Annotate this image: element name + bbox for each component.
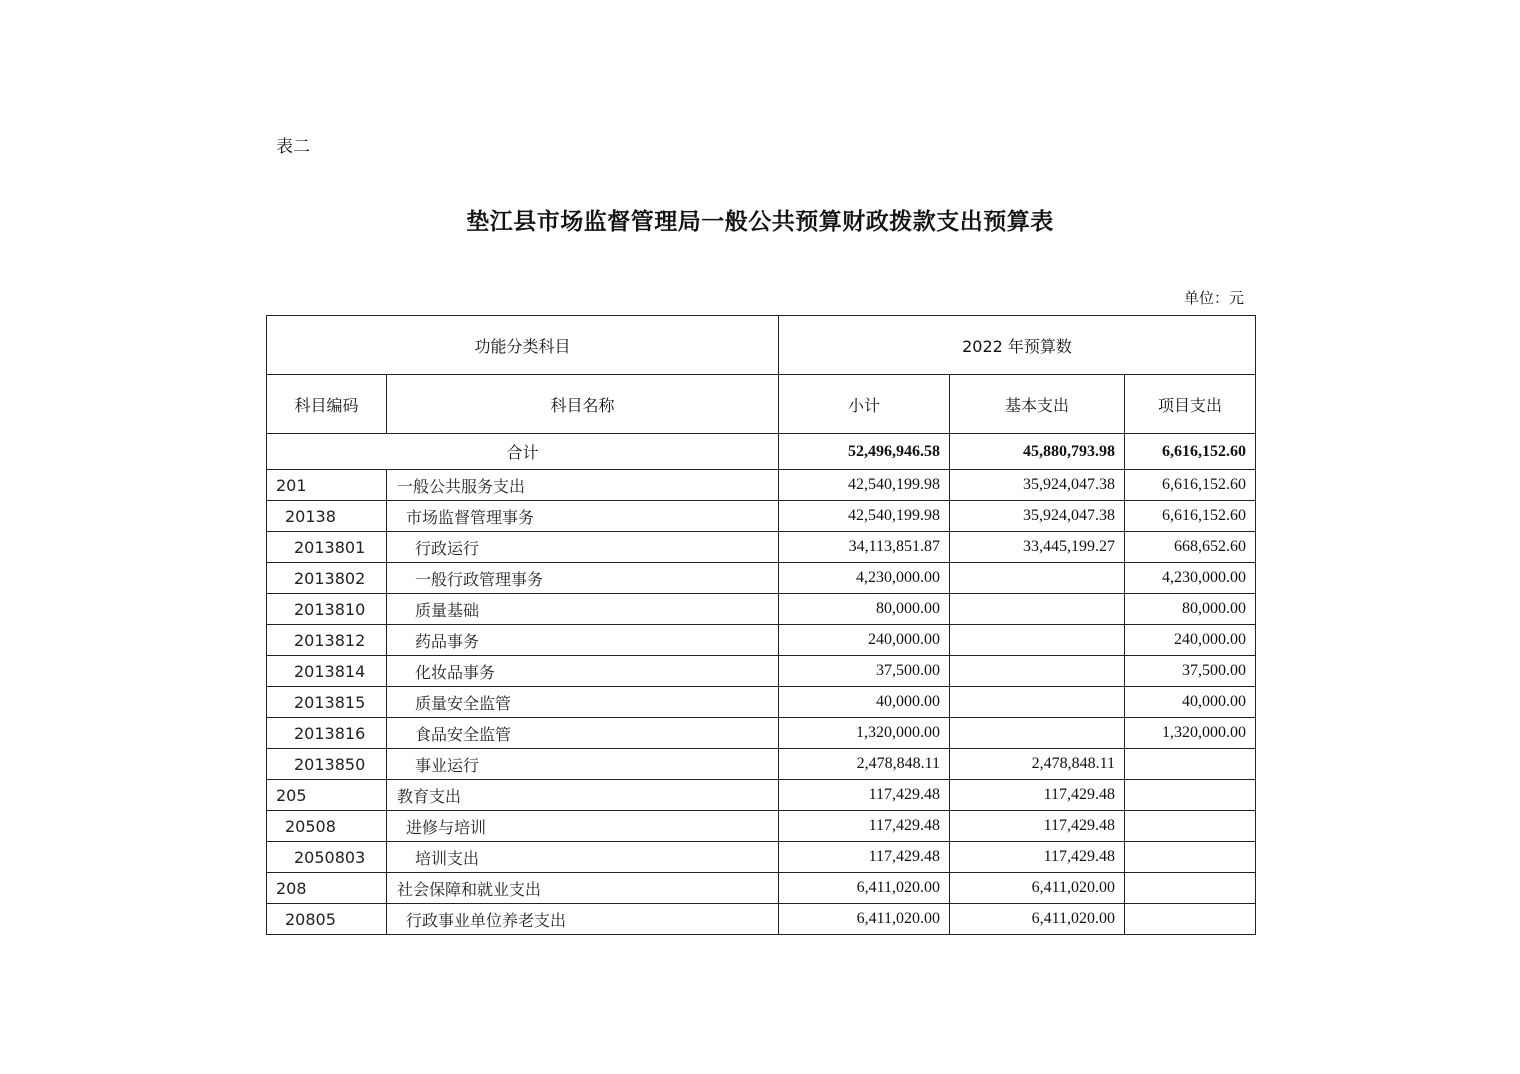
row-name: 培训支出: [387, 842, 779, 873]
header-code: 科目编码: [267, 375, 387, 434]
row-basic: [950, 563, 1125, 594]
row-code: 2013815: [267, 687, 387, 718]
row-name: 一般行政管理事务: [387, 563, 779, 594]
total-row: [267, 434, 1256, 470]
row-project: 37,500.00: [1125, 656, 1256, 687]
row-basic: 2,478,848.11: [950, 749, 1125, 780]
row-name: 食品安全监管: [387, 718, 779, 749]
row-basic: [950, 656, 1125, 687]
row-subtotal: 34,113,851.87: [779, 532, 950, 563]
column-header-row: [267, 375, 1256, 434]
row-name: 化妆品事务: [387, 656, 779, 687]
row-code: 2013850: [267, 749, 387, 780]
row-subtotal: 117,429.48: [779, 811, 950, 842]
total-subtotal: 52,496,946.58: [779, 434, 950, 470]
row-project: [1125, 780, 1256, 811]
header-classification: 功能分类科目: [267, 316, 779, 375]
row-subtotal: 240,000.00: [779, 625, 950, 656]
table-row: [267, 594, 1256, 625]
header-project: 项目支出: [1125, 375, 1256, 434]
row-basic: 117,429.48: [950, 811, 1125, 842]
table-row: [267, 811, 1256, 842]
row-project: 6,616,152.60: [1125, 470, 1256, 501]
row-name: 质量安全监管: [387, 687, 779, 718]
row-basic: 35,924,047.38: [950, 470, 1125, 501]
row-name: 社会保障和就业支出: [387, 873, 779, 904]
row-project: 240,000.00: [1125, 625, 1256, 656]
row-code: 2013810: [267, 594, 387, 625]
row-name: 进修与培训: [387, 811, 779, 842]
row-subtotal: 42,540,199.98: [779, 470, 950, 501]
row-name: 事业运行: [387, 749, 779, 780]
document-title: 垫江县市场监督管理局一般公共预算财政拨款支出预算表: [466, 208, 1054, 235]
row-basic: [950, 718, 1125, 749]
row-name: 市场监督管理事务: [387, 501, 779, 532]
table-row: [267, 687, 1256, 718]
row-project: 1,320,000.00: [1125, 718, 1256, 749]
row-basic: [950, 594, 1125, 625]
row-name: 教育支出: [387, 780, 779, 811]
unit-label: 单位：元: [1183, 289, 1244, 307]
row-subtotal: 42,540,199.98: [779, 501, 950, 532]
row-project: [1125, 904, 1256, 935]
row-project: [1125, 873, 1256, 904]
row-subtotal: 2,478,848.11: [779, 749, 950, 780]
total-basic: 45,880,793.98: [950, 434, 1125, 470]
table-row: [267, 718, 1256, 749]
table-row: [267, 470, 1256, 501]
row-code: 2013812: [267, 625, 387, 656]
table-row: [267, 532, 1256, 563]
row-subtotal: 80,000.00: [779, 594, 950, 625]
table-row: [267, 625, 1256, 656]
budget-table: [266, 315, 1256, 935]
header-basic: 基本支出: [950, 375, 1125, 434]
row-code: 2013802: [267, 563, 387, 594]
table-row: [267, 749, 1256, 780]
row-basic: 117,429.48: [950, 780, 1125, 811]
row-subtotal: 40,000.00: [779, 687, 950, 718]
table-label: 表二: [276, 137, 310, 157]
header-budget-year: 2022 年预算数: [779, 316, 1256, 375]
table-row: [267, 904, 1256, 935]
row-code: 208: [267, 873, 387, 904]
row-name: 行政事业单位养老支出: [387, 904, 779, 935]
row-code: 205: [267, 780, 387, 811]
row-code: 2013801: [267, 532, 387, 563]
row-basic: 6,411,020.00: [950, 873, 1125, 904]
total-label: 合计: [267, 434, 779, 470]
row-subtotal: 1,320,000.00: [779, 718, 950, 749]
group-header-row: [267, 316, 1256, 375]
row-project: 6,616,152.60: [1125, 501, 1256, 532]
row-subtotal: 6,411,020.00: [779, 904, 950, 935]
row-subtotal: 37,500.00: [779, 656, 950, 687]
row-basic: 35,924,047.38: [950, 501, 1125, 532]
row-name: 药品事务: [387, 625, 779, 656]
row-basic: 117,429.48: [950, 842, 1125, 873]
row-code: 2050803: [267, 842, 387, 873]
table-row: [267, 842, 1256, 873]
table-row: [267, 501, 1256, 532]
row-basic: [950, 687, 1125, 718]
table-row: [267, 780, 1256, 811]
row-project: [1125, 749, 1256, 780]
row-code: 20508: [267, 811, 387, 842]
row-code: 20138: [267, 501, 387, 532]
header-subtotal: 小计: [779, 375, 950, 434]
total-project: 6,616,152.60: [1125, 434, 1256, 470]
row-project: [1125, 811, 1256, 842]
header-name: 科目名称: [387, 375, 779, 434]
row-project: 80,000.00: [1125, 594, 1256, 625]
row-subtotal: 4,230,000.00: [779, 563, 950, 594]
row-basic: 33,445,199.27: [950, 532, 1125, 563]
row-project: [1125, 842, 1256, 873]
row-project: 40,000.00: [1125, 687, 1256, 718]
row-project: 4,230,000.00: [1125, 563, 1256, 594]
row-basic: [950, 625, 1125, 656]
row-code: 2013816: [267, 718, 387, 749]
table-row: [267, 563, 1256, 594]
row-subtotal: 117,429.48: [779, 842, 950, 873]
row-basic: 6,411,020.00: [950, 904, 1125, 935]
row-subtotal: 117,429.48: [779, 780, 950, 811]
table-row: [267, 656, 1256, 687]
table-row: [267, 873, 1256, 904]
row-code: 2013814: [267, 656, 387, 687]
row-code: 20805: [267, 904, 387, 935]
row-code: 201: [267, 470, 387, 501]
row-project: 668,652.60: [1125, 532, 1256, 563]
row-name: 行政运行: [387, 532, 779, 563]
row-name: 质量基础: [387, 594, 779, 625]
row-subtotal: 6,411,020.00: [779, 873, 950, 904]
row-name: 一般公共服务支出: [387, 470, 779, 501]
